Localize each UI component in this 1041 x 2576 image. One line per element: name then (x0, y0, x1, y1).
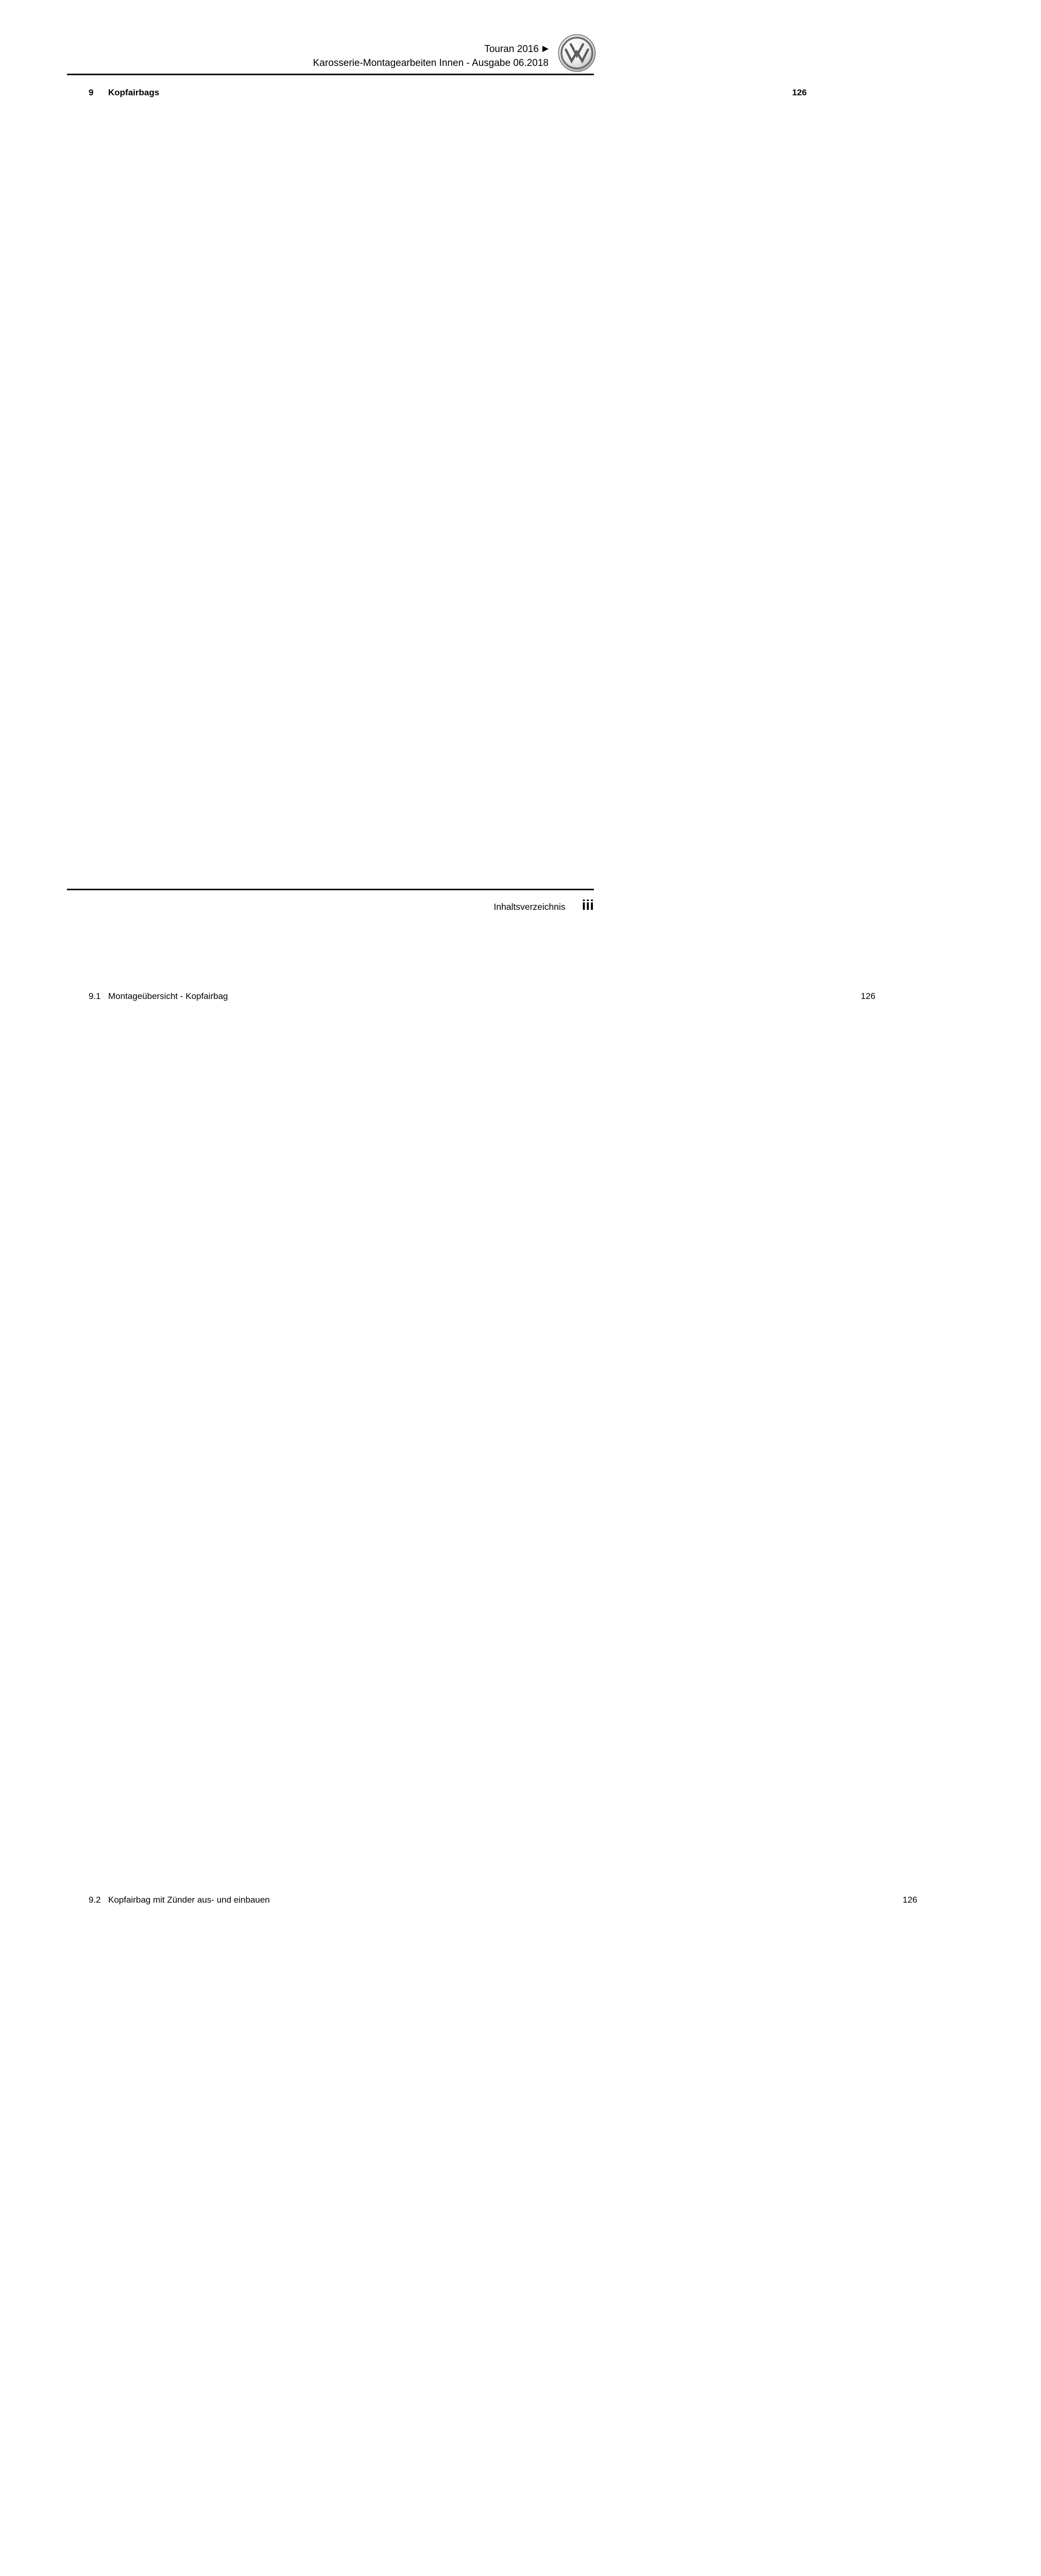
footer-label: Inhaltsverzeichnis (493, 902, 566, 912)
header-model-text: Touran 2016 (484, 44, 539, 55)
page-footer (67, 889, 594, 913)
toc-entry-page: 126 (274, 1893, 917, 2576)
header-divider (67, 74, 594, 75)
vw-logo-icon (558, 34, 596, 72)
page-header (67, 42, 594, 70)
toc-row (89, 990, 876, 1893)
arrow-right-icon (542, 46, 549, 52)
document-page (0, 42, 917, 1905)
toc-entry-number: 9.2 (89, 1895, 101, 1905)
header-model-line (67, 42, 549, 56)
header-text (67, 42, 594, 70)
toc-entry-title: Montageübersicht - Kopfairbag (108, 991, 228, 1001)
toc-row (89, 86, 807, 990)
toc-entry-title: Kopfairbag mit Zünder aus- und einbauen (108, 1895, 270, 1905)
header-subtitle-text: Karosserie-Montagearbeiten Innen - Ausgabe 06.2018 (313, 58, 549, 69)
footer-page-number: iii (582, 897, 594, 913)
toc (67, 86, 917, 2576)
toc-entry-number: 9 (89, 88, 94, 97)
toc-entry-page: 126 (231, 990, 875, 1893)
footer-divider (67, 889, 594, 890)
toc-entry-number: 9.1 (89, 991, 101, 1001)
toc-entry-title: Kopfairbags (108, 88, 160, 97)
toc-entry-page: 126 (163, 86, 807, 990)
toc-row (89, 1893, 917, 2576)
